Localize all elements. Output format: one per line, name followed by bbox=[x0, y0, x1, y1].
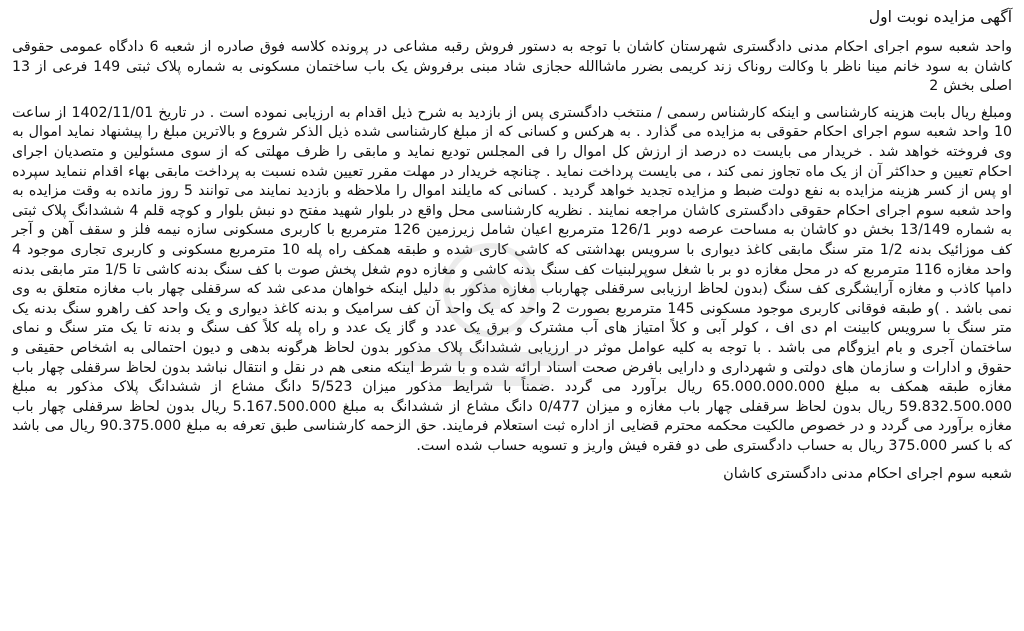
notice-intro-paragraph: واحد شعبه سوم اجرای احکام مدنی دادگستری شهرستان کاشان با توجه به دستور فروش رقبه مشاعی در پرونده کلاسه فوق صادره از شعبه 6 دادگاه عمومی حقوقی کاشان به سود خانم مینا ناظر با وکالت روناک زند کریمی بضرر ماشاالله حجازی شاد مبنی برفروش یک باب ساختمان مسکونی به شماره پلاک ثبتی 149 فرعی از 13 اصلی بخش 2 bbox=[12, 39, 1012, 95]
notice-body-paragraph: ومبلغ ریال بابت هزینه کارشناسی و اینکه کارشناس رسمی / منتخب دادگستری پس از بازدید به شرح ذیل اقدام به ارزیابی نموده است . در تاریخ 1402/11/01 از ساعت 10 واحد شعبه سوم اجرای احکام حقوقی به مزایده می گذارد . به هرکس و کسانی که از مبلغ کارشناسی شده ذیل الذکر شروع و بالاترین مبلغ را پیشنهاد نماید اموال به وی فروخته خواهد شد . خریدار می بایست ده درصد از ارزش کل اموال را فی المجلس تودیع نماید و مابقی را ظرف مهلتی که از سوی مسئولین و متصدیان اجرای احکام تعیین و حداکثر آن از یک ماه تجاوز نمی کند ، می بایست پرداخت نماید . چنانچه خریدار در مهلت مقرر تعیین شده نسبت به پرداخت مابقی بهاء اقدام ننماید سپرده او پس از کسر هزینه مزایده به نفع دولت ضبط و مزایده تجدید خواهد گردید . کسانی که مایلند اموال را ملاحظه و بازدید نمایند می توانند 5 روز مانده به وقت مزایده به واحد شعبه سوم اجرای احکام حقوقی دادگستری کاشان مراجعه نمایند . نظریه کارشناسی محل واقع در بلوار شهید مفتح دو نبش بلوار و کوچه قلم 4 ششدانگ پلاک ثبتی به شماره 13/149 بخش دو کاشان به مساحت عرصه دوبر 126/1 مترمربع اعیان شامل زیرزمین 126 مترمربع با کاربری مسکونی سازه نیمه فلز و سقف آهن و آجر کف موزائیک بدنه 1/2 متر سنگ مابقی کاغذ دیواری با سرویس بهداشتی که کاشی کاری شده و طبقه همکف راه پله 10 مترمربع مسکونی و کاربری تجاری موجود 4 واحد مغازه 116 مترمربع که در محل مغازه دو بر با شغل سوپرلبنیات کف سنگ بدنه کاشی و مغازه دوم شغل پخش صوت با کف سنگ بدنه کاشی تا 1/5 متر مابقی بدنه دامپا کاذب و مغازه آرایشگری کف سنگ (بدون لحاظ ارزیابی سرقفلی چهارباب مغازه مذکور به دلیل اینکه خواهان مدعی شد که سرقفلی چهار باب مغازه متعلق به وی نمی باشد . )و طبقه فوقانی کاربری موجود مسکونی 145 مترمربع بصورت 2 واحد که یک واحد آن کف سرامیک و بدنه کاغذ دیواری و یک واحد کف راهرو سنگ بدنه یک متر سنگ با سرویس کابینت ام دی اف ، کولر آبی و کلاً امتیاز های آب مشترک و برق یک عدد و گاز یک عدد و راه پله کلاً کف سنگ و بدنه تا یک متر سنگ و نمای ساختمان آجری و بام ایزوگام می باشد . با توجه به کلیه عوامل موثر در ارزیابی ششدانگ پلاک مذکور بدون لحاظ هرگونه بدهی و دیون احتمالی به اشخاص حقیقی و حقوق و ادارات و سازمان های دولتی و شهرداری و دارایی بافرض صحت اسناد ارائه شده و با شرط اینکه منعی هم در نقل و انتقال نباشد بدون لحاظ سرقفلی چهار باب مغازه طبقه همکف به مبلغ 65.000.000.000 ریال برآورد می گردد .ضمناً با شرایط مذکور میزان 5/523 دانگ مشاع از ششدانگ پلاک مذکور به مبلغ 59.832.500.000 ریال بدون لحاظ سرقفلی چهار باب مغازه و میزان 0/477 دانگ مشاع از ششدانگ به مبلغ 5.167.500.000 ریال بدون لحاظ سرقفلی چهار باب مغازه برآورد می گردد و در خصوص مالکیت محکمه محترم قضایی از اداره ثبت استعلام فرمایند. حق الزحمه کارشناسی طبق تعرفه به مبلغ 90.375.000 ریال می باشد که با کسر 375.000 ریال به حساب دادگستری طی دو فقره فیش واریز و تسویه حساب شده است. bbox=[12, 104, 1013, 454]
notice-signature: شعبه سوم اجرای احکام مدنی دادگستری کاشان bbox=[723, 466, 1012, 483]
notice-heading: آگهی مزایده نوبت اول bbox=[868, 8, 1012, 26]
